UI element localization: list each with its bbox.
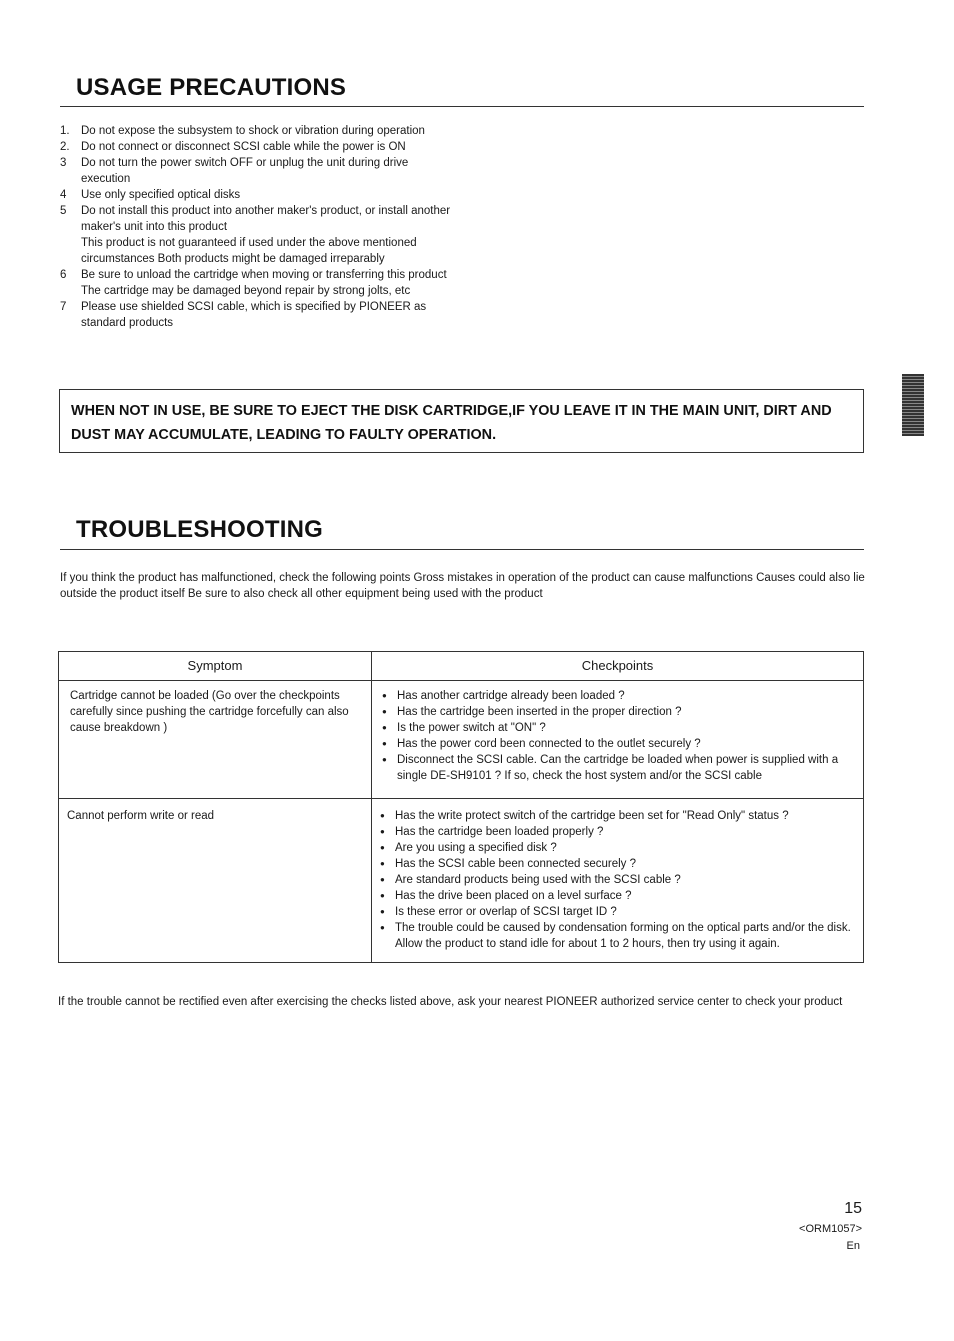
checkpoint-item: ● Has the SCSI cable been connected securely ?	[380, 856, 857, 872]
checkpoint-item: ● The trouble could be caused by condensation forming on the optical parts and/or the disk. Allow the product to stand idle for about 1 to 2 hours, then try using it again.	[380, 920, 857, 952]
precaution-item: 2. Do not connect or disconnect SCSI cable while the power is ON	[60, 141, 406, 153]
bullet-icon	[380, 888, 395, 904]
troubleshooting-title: TROUBLESHOOTING	[76, 516, 323, 543]
checkpoint-item: ● Has the write protect switch of the cartridge been set for "Read Only" status ?	[380, 808, 857, 824]
table-row	[59, 799, 864, 963]
precaution-item: 3 Do not turn the power switch OFF or unplug the unit during drive execution	[60, 157, 409, 185]
precaution-item: 4 Use only specified optical disks	[60, 189, 241, 201]
checkpoints-cell	[372, 799, 864, 963]
bullet-icon	[382, 688, 397, 704]
checkpoint-item: ● Are standard products being used with the SCSI cable ?	[380, 872, 857, 888]
symptom-cell: Cannot perform write or read	[59, 799, 372, 963]
precautions-list	[60, 123, 460, 331]
precaution-item: 6 Be sure to unload the cartridge when moving or transferring this product The cartridge may be damaged beyond repair by strong jolts, etc	[60, 269, 447, 297]
symptom-header: Symptom	[59, 652, 372, 681]
title-rule	[60, 549, 864, 550]
page-number: 15	[844, 1200, 862, 1217]
precaution-item: 1. Do not expose the subsystem to shock or vibration during operation	[60, 125, 425, 137]
bullet-icon	[380, 904, 395, 920]
precaution-item: 5 Do not install this product into another maker's product, or install another maker's unit into this product This product is not guaranteed if used under the above mentioned circumstances Both products might be damaged irreparably	[60, 203, 460, 267]
bullet-icon	[382, 720, 397, 736]
document-code: <ORM1057>	[799, 1223, 862, 1235]
usage-precautions-title: USAGE PRECAUTIONS	[76, 74, 347, 101]
checkpoint-item: ● Has another cartridge already been loaded ?	[382, 688, 857, 704]
symptom-cell: Cartridge cannot be loaded (Go over the checkpoints carefully since pushing the cartridge forcefully can also cause breakdown )	[59, 681, 372, 799]
page-edge-tab	[902, 374, 924, 436]
checkpoint-item: ● Has the drive been placed on a level surface ?	[380, 888, 857, 904]
troubleshooting-table	[58, 651, 864, 963]
precaution-note: This product is not guaranteed if used under the above mentioned circumstances Both products might be damaged irreparably	[81, 237, 417, 265]
bullet-icon	[382, 752, 397, 784]
bullet-icon	[380, 856, 395, 872]
bullet-icon	[380, 920, 395, 952]
language-code: En	[846, 1240, 860, 1252]
checkpoint-item: ● Are you using a specified disk ?	[380, 840, 857, 856]
table-row	[59, 681, 864, 799]
checkpoint-item: ● Disconnect the SCSI cable. Can the cartridge be loaded when power is supplied with a single DE-SH9101 ? If so, check the host system and/or the SCSI cable	[382, 752, 857, 784]
precaution-item: 7 Please use shielded SCSI cable, which is specified by PIONEER as standard products	[60, 301, 427, 329]
troubleshooting-intro: If you think the product has malfunctioned, check the following points Gross mistakes in operation of the product can cause malfunctions Causes could also lie outside the product itself Be sure to also check all other equipment being used with the product	[60, 572, 865, 600]
checkpoint-item: ● Is the power switch at "ON" ?	[382, 720, 857, 736]
bullet-icon	[380, 840, 395, 856]
closing-note: If the trouble cannot be rectified even after exercising the checks listed above, ask your nearest PIONEER authorized service center to check your product	[58, 996, 843, 1008]
checkpoints-cell	[372, 681, 864, 799]
bullet-icon	[382, 736, 397, 752]
checkpoint-item: ● Has the cartridge been loaded properly ?	[380, 824, 857, 840]
checkpoint-item: ● Is these error or overlap of SCSI target ID ?	[380, 904, 857, 920]
eject-warning-box: WHEN NOT IN USE, BE SURE TO EJECT THE DISK CARTRIDGE,IF YOU LEAVE IT IN THE MAIN UNIT, DIRT AND DUST MAY ACCUMULATE, LEADING TO FAULTY OPERATION.	[59, 389, 864, 453]
bullet-icon	[380, 872, 395, 888]
bullet-icon	[380, 824, 395, 840]
bullet-icon	[382, 704, 397, 720]
title-rule	[60, 106, 864, 107]
bullet-icon	[380, 808, 395, 824]
checkpoints-header: Checkpoints	[372, 652, 864, 681]
checkpoint-item: ● Has the cartridge been inserted in the proper direction ?	[382, 704, 857, 720]
checkpoint-item: ● Has the power cord been connected to the outlet securely ?	[382, 736, 857, 752]
table-header-row	[59, 652, 864, 681]
